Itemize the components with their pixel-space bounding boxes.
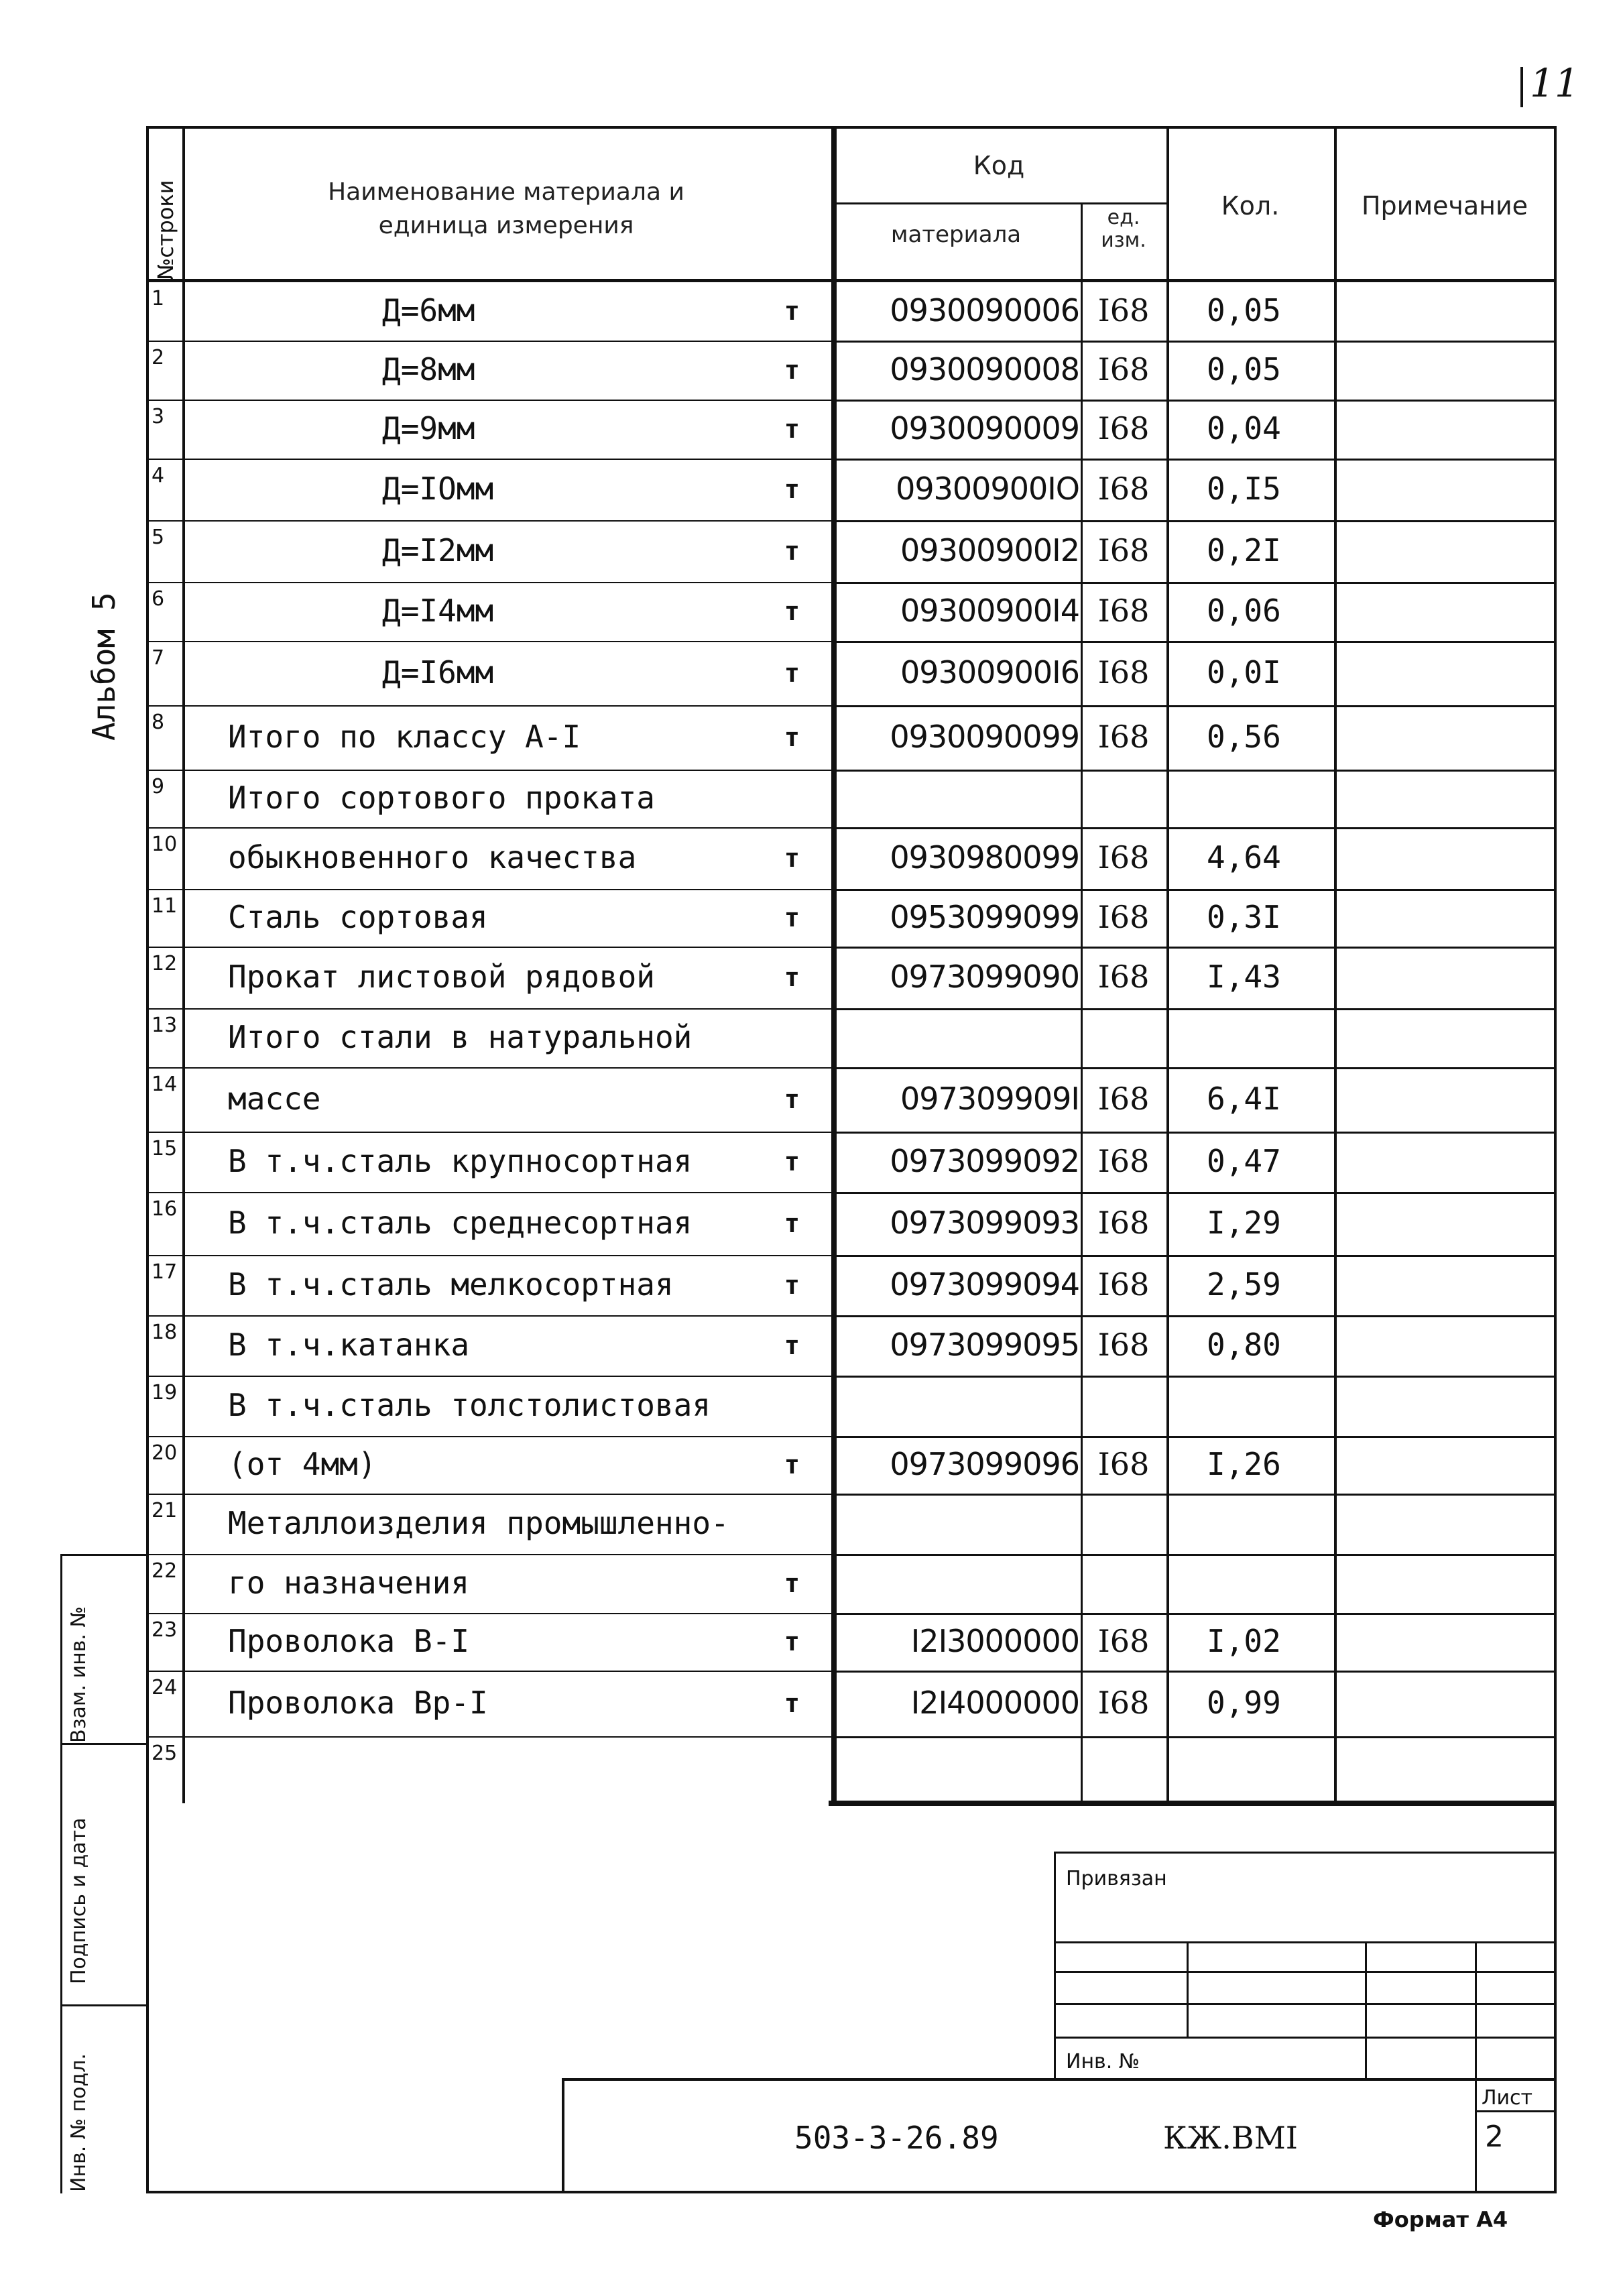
row-divider-left	[146, 1255, 831, 1256]
header-unit-meas: ед. изм.	[1101, 206, 1146, 252]
row-unit: т	[784, 1147, 800, 1176]
row-divider-left	[146, 1613, 831, 1614]
row-material-code: 097309909I	[900, 1081, 1079, 1117]
row-quantity: I,02	[1207, 1623, 1281, 1659]
row-number: 25	[152, 1742, 178, 1765]
row-unit: т	[784, 414, 800, 444]
page-number-bar	[1520, 67, 1523, 107]
row-name: Д=I2мм	[382, 532, 494, 568]
row-divider-right	[831, 520, 1557, 522]
row-number: 8	[152, 711, 165, 734]
row-material-code: 0973099095	[890, 1327, 1079, 1363]
row-material-code: I2I4000000	[910, 1685, 1079, 1721]
title-inv-no: Инв. №	[1066, 2050, 1140, 2073]
row-divider-right	[831, 459, 1557, 461]
row-name: В т.ч.сталь мелкосортная	[228, 1266, 674, 1303]
row-divider-right	[831, 1255, 1557, 1257]
row-name: Сталь сортовая	[228, 899, 488, 935]
row-divider-left	[146, 459, 831, 460]
row-material-code: I2I3000000	[910, 1623, 1079, 1659]
row-quantity: 2,59	[1207, 1266, 1281, 1303]
row-unit-code: I68	[1097, 532, 1150, 568]
row-divider-left	[146, 1008, 831, 1010]
header-qty: Кол.	[1221, 191, 1280, 221]
col-qty-right	[1334, 126, 1337, 1803]
row-unit-code: I68	[1097, 1205, 1150, 1241]
row-divider-left	[146, 1132, 831, 1133]
row-unit: т	[784, 597, 800, 626]
row-unit: т	[784, 903, 800, 932]
stamp-inv-podl: Инв. № подл.	[67, 2053, 91, 2192]
row-divider-left	[146, 1736, 831, 1738]
tb-vline2	[1187, 1941, 1189, 2037]
row-quantity: 0,05	[1207, 292, 1281, 328]
row-divider-right	[831, 1671, 1557, 1673]
row-name: Итого стали в натуральной	[228, 1019, 693, 1055]
row-unit-code: I68	[1097, 1081, 1150, 1117]
row-divider-left	[146, 400, 831, 401]
row-divider-right	[831, 1436, 1557, 1438]
tb-line5	[1054, 2037, 1557, 2039]
frame-left	[146, 126, 149, 2193]
title-doc-mark: КЖ.ВМI	[1163, 2120, 1298, 2156]
row-divider-left	[146, 1192, 831, 1193]
row-name: Д=I4мм	[382, 593, 494, 629]
row-name: Проволока В-I	[228, 1623, 470, 1659]
stamp-div2	[60, 2004, 146, 2006]
row-divider-left	[146, 582, 831, 583]
row-number: 24	[152, 1676, 178, 1699]
row-unit-code: I68	[1097, 471, 1150, 507]
row-number: 7	[152, 646, 165, 670]
row-material-code: 0930090008	[890, 351, 1079, 387]
row-divider-right	[831, 582, 1557, 584]
row-unit-code: I68	[1097, 959, 1150, 995]
row-number: 22	[152, 1559, 178, 1583]
row-number: 17	[152, 1260, 178, 1284]
row-name: Д=9мм	[382, 410, 475, 446]
row-quantity: I,26	[1207, 1446, 1281, 1482]
frame-bottom	[146, 2191, 1557, 2193]
row-unit: т	[784, 658, 800, 688]
stamp-div1	[60, 1743, 146, 1745]
row-divider-right	[831, 1008, 1557, 1010]
row-divider-right	[831, 1613, 1557, 1615]
header-code-group: Код	[973, 151, 1025, 180]
row-number: 23	[152, 1618, 178, 1642]
tb-line3	[1054, 1971, 1557, 1973]
stamp-podpis-data: Подпись и дата	[67, 1817, 91, 1984]
row-divider-left	[146, 827, 831, 829]
row-unit-code: I68	[1097, 292, 1150, 328]
row-quantity: I,29	[1207, 1205, 1281, 1241]
row-number: 19	[152, 1381, 178, 1404]
row-divider-right	[831, 705, 1557, 707]
row-unit: т	[784, 1627, 800, 1656]
row-number: 15	[152, 1137, 178, 1160]
stamp-left	[60, 1554, 62, 2193]
row-quantity: 0,2I	[1207, 532, 1281, 568]
row-name: Д=IOмм	[382, 471, 494, 507]
row-unit-code: I68	[1097, 1446, 1150, 1482]
frame-top	[146, 126, 1557, 129]
row-divider-left	[146, 1067, 831, 1069]
row-number: 10	[152, 833, 178, 856]
row-unit-code: I68	[1097, 593, 1150, 629]
row-divider-right	[831, 1494, 1557, 1496]
row-name: В т.ч.сталь крупносортная	[228, 1143, 693, 1179]
row-quantity: 4,64	[1207, 839, 1281, 875]
row-divider-left	[146, 889, 831, 890]
title-sheet-label: Лист	[1482, 2086, 1533, 2110]
row-name: (от 4мм)	[228, 1446, 377, 1482]
row-material-code: 0973099090	[890, 959, 1079, 995]
row-name: Итого по классу А-I	[228, 719, 581, 755]
row-divider-left	[146, 770, 831, 771]
row-quantity: 0,05	[1207, 351, 1281, 387]
header-code-divider	[831, 202, 1166, 204]
row-quantity: 0,56	[1207, 719, 1281, 755]
row-name: В т.ч.катанка	[228, 1327, 470, 1363]
row-name: Прокат листовой рядовой	[228, 959, 655, 995]
row-divider-left	[146, 1436, 831, 1437]
header-bottom	[146, 279, 1557, 282]
row-divider-right	[831, 1315, 1557, 1317]
row-number: 5	[152, 526, 165, 549]
row-quantity: 0,80	[1207, 1327, 1281, 1363]
row-divider-right	[831, 889, 1557, 891]
tb-vline4	[1475, 1941, 1477, 2193]
row-unit-code: I68	[1097, 1266, 1150, 1303]
row-divider-left	[146, 1376, 831, 1377]
tb-main-left	[562, 2078, 564, 2193]
frame-right	[1554, 126, 1557, 2193]
row-quantity: I,43	[1207, 959, 1281, 995]
row-divider-left	[146, 341, 831, 342]
row-unit: т	[784, 1085, 800, 1114]
row-material-code: 0973099096	[890, 1446, 1079, 1482]
row-material-code: 09300900I6	[900, 654, 1079, 690]
tb-main-top	[562, 2078, 1557, 2081]
row-divider-right	[831, 947, 1557, 949]
row-number: 9	[152, 775, 165, 798]
row-divider-left	[146, 705, 831, 707]
row-quantity: 0,0I	[1207, 654, 1281, 690]
row-quantity: 0,04	[1207, 410, 1281, 446]
row-name: Проволока Вр-I	[228, 1685, 488, 1721]
row-quantity: 0,47	[1207, 1143, 1281, 1179]
row-number: 16	[152, 1197, 178, 1221]
row-unit-code: I68	[1097, 1327, 1150, 1363]
row-material-code: 09300900I2	[900, 532, 1079, 568]
row-divider-left	[146, 1671, 831, 1672]
row-quantity: 0,3I	[1207, 899, 1281, 935]
row-unit-code: I68	[1097, 1143, 1150, 1179]
row-name: Итого сортового проката	[228, 780, 655, 816]
page-number: 11	[1530, 60, 1579, 106]
row-number: 3	[152, 405, 165, 428]
row-material-code: 0930980099	[890, 839, 1079, 875]
stamp-top	[60, 1554, 146, 1556]
row-unit: т	[784, 1331, 800, 1360]
row-divider-right	[831, 1192, 1557, 1194]
row-quantity: 0,I5	[1207, 471, 1281, 507]
row-unit-code: I68	[1097, 1685, 1150, 1721]
row-material-code: 09300900I4	[900, 593, 1079, 629]
row-name: В т.ч.сталь толстолистовая	[228, 1387, 711, 1423]
row-unit: т	[784, 1689, 800, 1718]
row-divider-right	[831, 770, 1557, 772]
row-divider-right	[831, 1132, 1557, 1134]
row-unit-code: I68	[1097, 839, 1150, 875]
row-material-code: 0930090006	[890, 292, 1079, 328]
row-divider-left	[146, 947, 831, 948]
row-number: 4	[152, 464, 165, 487]
row-number: 14	[152, 1073, 178, 1096]
row-quantity: 0,06	[1207, 593, 1281, 629]
row-divider-right	[831, 641, 1557, 643]
col-rowno-right	[182, 126, 185, 1803]
row-unit-code: I68	[1097, 351, 1150, 387]
row-name: Д=I6мм	[382, 654, 494, 690]
col-material-right	[1081, 202, 1083, 1803]
row-divider-left	[146, 641, 831, 642]
row-unit: т	[784, 1569, 800, 1598]
tb-sheet-divider	[1475, 2110, 1557, 2112]
row-unit: т	[784, 963, 800, 992]
row-divider-left	[146, 520, 831, 522]
row-divider-left	[146, 1554, 831, 1555]
row-material-code: 0973099093	[890, 1205, 1079, 1241]
row-quantity: 0,99	[1207, 1685, 1281, 1721]
row-unit-code: I68	[1097, 410, 1150, 446]
row-divider-right	[831, 1736, 1557, 1738]
row-name: В т.ч.сталь среднесортная	[228, 1205, 693, 1241]
row-unit: т	[784, 296, 800, 326]
row-unit-code: I68	[1097, 719, 1150, 755]
tb-vline1	[1054, 1852, 1056, 2078]
row-material-code: 0973099094	[890, 1266, 1079, 1303]
row-material-code: 0930090009	[890, 410, 1079, 446]
row-number: 18	[152, 1321, 178, 1344]
row-unit-code: I68	[1097, 899, 1150, 935]
col-name-right	[831, 126, 837, 1803]
row-number: 2	[152, 346, 165, 369]
row-unit: т	[784, 1209, 800, 1238]
row-material-code: 0953099099	[890, 899, 1079, 935]
row-unit: т	[784, 723, 800, 752]
tb-line2	[1054, 1941, 1557, 1943]
row-unit-code: I68	[1097, 1623, 1150, 1659]
row-name: Д=8мм	[382, 351, 475, 387]
row-unit: т	[784, 355, 800, 385]
row-material-code: 0930090099	[890, 719, 1079, 755]
row-divider-right	[831, 827, 1557, 829]
row-divider-right	[831, 1376, 1557, 1378]
row-divider-left	[146, 1315, 831, 1317]
title-sheet-number: 2	[1485, 2120, 1504, 2154]
header-note: Примечание	[1361, 191, 1528, 221]
tb-line1	[1054, 1852, 1557, 1854]
row-number: 1	[152, 287, 165, 310]
row-divider-left	[146, 1494, 831, 1495]
col-meas-right	[1166, 126, 1169, 1803]
row-divider-right	[831, 400, 1557, 402]
header-name: Наименование материала и единица измерения	[328, 178, 684, 239]
row-number: 21	[152, 1499, 178, 1522]
stamp-vzam-inv: Взам. инв. №	[67, 1606, 91, 1743]
row-name: Д=6мм	[382, 292, 475, 328]
row-divider-right	[831, 341, 1557, 343]
row-quantity: 6,4I	[1207, 1081, 1281, 1117]
row-unit: т	[784, 536, 800, 566]
row-material-code: 09300900IO	[896, 471, 1079, 507]
row-name: го назначения	[228, 1565, 470, 1601]
row-unit: т	[784, 843, 800, 873]
format-label: Формат А4	[1373, 2207, 1508, 2232]
row-number: 12	[152, 952, 178, 975]
row-number: 20	[152, 1441, 178, 1465]
header-material: материала	[890, 221, 1022, 248]
row-name: Металлоизделия промышленно-	[228, 1505, 729, 1541]
row-unit-code: I68	[1097, 654, 1150, 690]
row-number: 11	[152, 894, 178, 918]
title-doc-code: 503-3-26.89	[794, 2120, 999, 2156]
tb-line4	[1054, 2003, 1557, 2005]
row-unit: т	[784, 475, 800, 504]
row-number: 13	[152, 1014, 178, 1037]
title-privyazan: Привязан	[1066, 1867, 1167, 1890]
row-name: массе	[228, 1081, 321, 1117]
row-number: 6	[152, 587, 165, 611]
table-bottom	[829, 1801, 1557, 1806]
row-divider-right	[831, 1067, 1557, 1069]
tb-vline3	[1365, 1941, 1367, 2078]
row-name: обыкновенного качества	[228, 839, 637, 875]
row-divider-right	[831, 1554, 1557, 1556]
album-label: Альбом 5	[86, 592, 122, 741]
row-material-code: 0973099092	[890, 1143, 1079, 1179]
header-row-no: №строки	[153, 180, 178, 280]
row-unit: т	[784, 1450, 800, 1479]
row-unit: т	[784, 1270, 800, 1300]
